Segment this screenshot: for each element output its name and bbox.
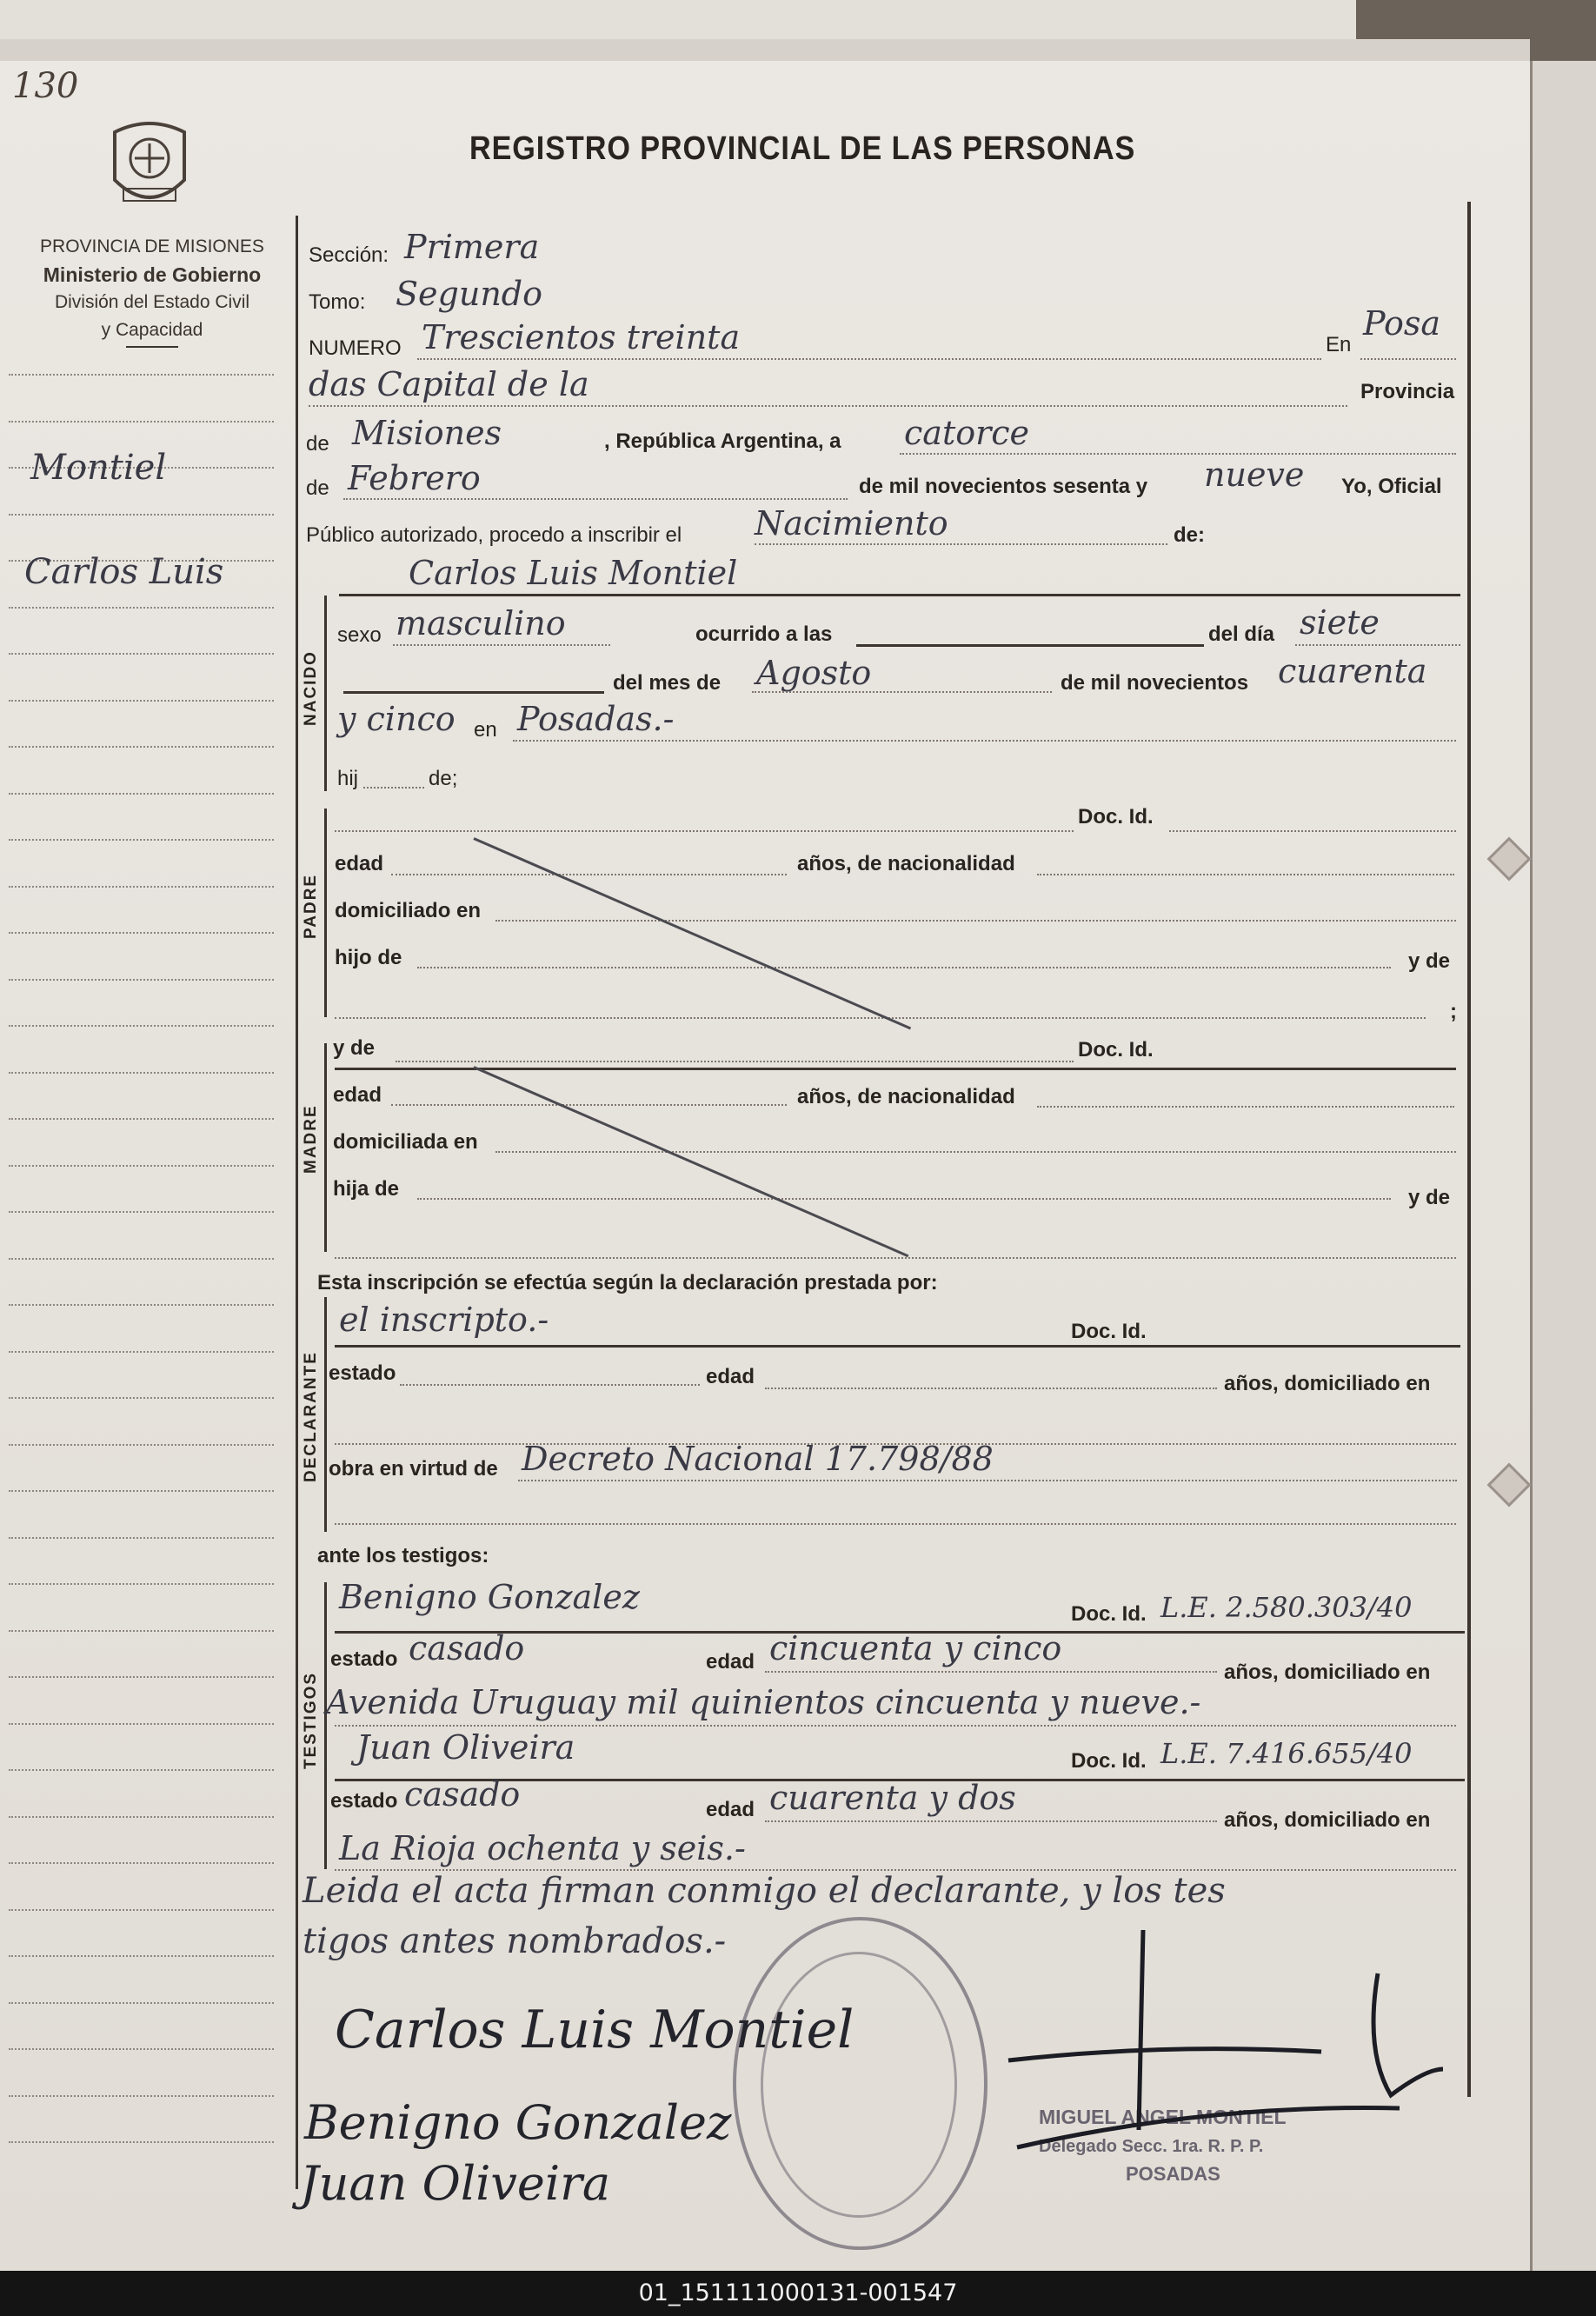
declarante-estado-line — [400, 1384, 700, 1386]
stub-rule — [9, 2002, 274, 2004]
nacido-rule — [324, 596, 327, 791]
stub-rule — [9, 1769, 274, 1771]
padre-edad-label: edad — [335, 852, 384, 875]
stub-rule — [9, 514, 274, 516]
stub-rule — [9, 1583, 274, 1585]
seccion-label: Sección: — [309, 243, 389, 267]
sexo-label: sexo — [337, 623, 382, 647]
de2-label: de — [306, 476, 329, 500]
hij-label: hij — [337, 767, 359, 790]
testigo1-doc: L.E. 2.580.303/40 — [1160, 1591, 1413, 1624]
padre-rule — [324, 809, 327, 1017]
testigo1-edad: cincuenta y cinco — [769, 1629, 1062, 1667]
padre-anos-label: años, de nacionalidad — [797, 852, 1015, 875]
testigo2-doc: L.E. 7.416.655/40 — [1160, 1737, 1413, 1770]
padre-nac-line — [1037, 874, 1454, 875]
testigo1-edad-line — [765, 1671, 1217, 1673]
acto-value: Nacimiento — [755, 504, 948, 542]
madre-edad-line — [391, 1104, 787, 1106]
padre-name-line — [335, 830, 1074, 832]
nombre-line — [339, 594, 1460, 596]
provincia-label: Provincia — [1360, 380, 1455, 403]
stub-rule — [9, 1909, 274, 1911]
stub-rule — [9, 1537, 274, 1539]
stub-rule — [9, 1490, 274, 1492]
anio-value: nueve — [1204, 456, 1305, 494]
anio-nac-cont: y cinco — [337, 700, 456, 738]
testigo1-doc-label: Doc. Id. — [1071, 1602, 1147, 1626]
padre-yde-label: y de — [1408, 949, 1451, 973]
stub-rule — [9, 700, 274, 702]
provincial-seal-icon — [102, 115, 197, 219]
numero-value: Trescientos treinta — [422, 318, 741, 356]
mes-nac-value: Agosto — [756, 654, 872, 692]
dia-nac-value: siete — [1300, 603, 1380, 642]
stub-rule — [9, 653, 274, 655]
padre-side-label: PADRE — [302, 873, 320, 939]
page-title: REGISTRO PROVINCIAL DE LAS PERSONAS — [469, 130, 1136, 167]
obra-label: obra en virtud de — [329, 1457, 498, 1481]
madre-doc-line — [335, 1068, 1456, 1070]
publico-label: Público autorizado, procedo a inscribir el — [306, 523, 682, 547]
dia-value: catorce — [904, 414, 1030, 452]
stub-surname: Montiel — [30, 448, 167, 488]
adjacent-page-edge — [1530, 61, 1596, 2271]
dia-line — [900, 453, 1456, 455]
stub-rule — [9, 1304, 274, 1306]
blank-line — [343, 691, 604, 694]
stub-given-names: Carlos Luis — [24, 552, 224, 592]
madre-doc-label: Doc. Id. — [1078, 1038, 1154, 1062]
madre-hija-line — [417, 1198, 1391, 1200]
de-label: de — [306, 432, 329, 456]
lugar-line — [513, 740, 1456, 742]
declarante-edad-line — [765, 1388, 1217, 1389]
padre-hijo-label: hijo de — [335, 946, 402, 969]
dia-nac-line — [1295, 644, 1460, 646]
testigo2-edad-label: edad — [706, 1798, 755, 1821]
stub-rule — [9, 839, 274, 841]
madre-dom-label: domiciliada en — [333, 1130, 478, 1154]
testigo2-estado-label: estado — [330, 1789, 398, 1813]
folio-number: 130 — [12, 66, 79, 106]
stub-rule — [9, 1816, 274, 1818]
stub-rule — [9, 1444, 274, 1446]
republica-label: , República Argentina, a — [604, 429, 841, 453]
de4-label: de; — [429, 767, 458, 790]
form-left-border — [296, 216, 298, 2189]
declarante-value: el inscripto.- — [339, 1301, 549, 1339]
declarante-doc-label: Doc. Id. — [1071, 1320, 1147, 1343]
testigo1-estado: casado — [409, 1629, 525, 1667]
yo-label: Yo, Oficial — [1341, 475, 1442, 498]
padre-doc-label: Doc. Id. — [1078, 805, 1154, 829]
city-line — [309, 405, 1347, 407]
stub-rule — [9, 1258, 274, 1260]
form-right-border — [1467, 202, 1471, 2097]
madre-edad-label: edad — [333, 1083, 382, 1107]
mes-line — [343, 498, 848, 500]
en2-label: en — [474, 718, 497, 742]
mes-value: Febrero — [348, 459, 481, 497]
closing-line-1: Leida el acta firman conmigo el declarante, y los tes — [303, 1871, 1226, 1911]
stub-rule — [9, 1955, 274, 1957]
testigo1-estado-label: estado — [330, 1647, 398, 1671]
stub-rule — [9, 1676, 274, 1678]
nacido-side-label: NACIDO — [302, 650, 320, 726]
stamp-line-1: MIGUEL ANGEL MONTIEL — [1039, 2106, 1287, 2128]
stub-rule — [9, 421, 274, 423]
stamp-line-3: POSADAS — [1126, 2163, 1220, 2185]
en-line — [1360, 358, 1456, 360]
mes-nac-line — [752, 691, 1052, 693]
stub-header-line: PROVINCIA DE MISIONES — [40, 236, 264, 256]
padre-doc-line — [1169, 830, 1456, 832]
obra-extra-line — [335, 1523, 1456, 1525]
mil2-label: de mil novecientos — [1061, 671, 1249, 695]
testigo2-anos-label: años, domiciliado en — [1224, 1808, 1431, 1832]
stub-rule — [9, 746, 274, 748]
madre-rule — [324, 1043, 327, 1252]
stub-rule — [9, 2095, 274, 2097]
madre-yde-label: y de — [333, 1036, 376, 1060]
signature-testigo-1: Benigno Gonzalez — [304, 2095, 732, 2150]
testigos-side-label: TESTIGOS — [302, 1671, 320, 1769]
testigo1-dom-line — [335, 1725, 1456, 1727]
testigo1-nombre: Benigno Gonzalez — [339, 1578, 640, 1616]
numero-label: NUMERO — [309, 336, 402, 360]
ocurrido-label: ocurrido a las — [695, 622, 833, 646]
del-dia-label: del día — [1208, 622, 1275, 646]
madre-dom-line — [495, 1151, 1456, 1153]
sexo-line — [393, 644, 610, 646]
stub-rule — [9, 1165, 274, 1167]
testigo2-edad: cuarenta y dos — [769, 1779, 1016, 1817]
lugar-nac-value: Posadas.- — [517, 700, 675, 738]
declarante-anos-label: años, domiciliado en — [1224, 1372, 1431, 1395]
stub-rule — [9, 932, 274, 934]
anio-nac-value: cuarenta — [1278, 652, 1427, 690]
previous-page-edge — [0, 0, 1356, 41]
stub-rule — [9, 1211, 274, 1213]
padre-dom-line — [495, 920, 1456, 922]
declarante-side-label: DECLARANTE — [302, 1351, 320, 1482]
madre-hija-label: hija de — [333, 1177, 400, 1201]
padre-extra-line — [335, 1017, 1426, 1019]
provincia-value: Misiones — [352, 414, 502, 452]
stub-rule — [9, 374, 274, 376]
madre-name-line — [396, 1061, 1074, 1062]
stub-rule — [9, 1072, 274, 1074]
city-continuation: das Capital de la — [309, 365, 589, 403]
testigo2-dom: La Rioja ochenta y seis.- — [339, 1829, 746, 1867]
testigo1-anos-label: años, domiciliado en — [1224, 1660, 1431, 1684]
stub-header-line: Ministerio de Gobierno — [43, 263, 262, 286]
officer-signature-icon — [991, 1921, 1443, 2200]
testigo1-dom: Avenida Uruguay mil quinientos cincuenta y nueve.- — [326, 1683, 1201, 1721]
official-stamp-inner — [761, 1952, 957, 2218]
padre-semicolon: ; — [1450, 1000, 1457, 1023]
declarante-edad-label: edad — [706, 1365, 755, 1388]
stamp-line-2: Delegado Secc. 1ra. R. P. P. — [1039, 2137, 1264, 2156]
acto-line — [755, 543, 1167, 545]
numero-line — [417, 358, 1321, 360]
obra-value: Decreto Nacional 17.798/88 — [522, 1440, 994, 1478]
stub-rule — [9, 1723, 274, 1725]
madre-extra-line — [335, 1257, 1456, 1259]
stub-rule — [9, 2048, 274, 2050]
stub-rule — [9, 2141, 274, 2143]
en-city-value: Posa — [1363, 304, 1441, 343]
declarante-estado-label: estado — [329, 1361, 396, 1385]
tomo-value: Segundo — [396, 275, 542, 313]
padre-dom-label: domiciliado en — [335, 899, 482, 922]
nombre-value: Carlos Luis Montiel — [409, 554, 738, 592]
padre-edad-line — [391, 874, 787, 875]
del-mes-label: del mes de — [613, 671, 722, 695]
stub-header-line: y Capacidad — [101, 320, 203, 340]
stub-ruled-lines — [9, 374, 274, 2182]
seccion-value: Primera — [404, 228, 540, 266]
stub-rule — [9, 1025, 274, 1027]
sexo-value: masculino — [396, 604, 566, 642]
obra-line — [518, 1480, 1457, 1481]
tomo-label: Tomo: — [309, 290, 366, 314]
stub-rule — [9, 886, 274, 888]
declarante-rule — [324, 1297, 327, 1532]
padre-hijo-line — [417, 967, 1391, 968]
hij-line — [363, 787, 424, 789]
hora-line — [856, 644, 1204, 647]
declaracion-label: Esta inscripción se efectúa según la declaración prestada por: — [317, 1271, 938, 1294]
stub-rule — [9, 1630, 274, 1632]
testigo2-doc-label: Doc. Id. — [1071, 1749, 1147, 1773]
testigo2-edad-line — [765, 1820, 1217, 1822]
signature-declarante: Carlos Luis Montiel — [335, 2000, 855, 2060]
stub-rule — [9, 1118, 274, 1120]
stub-rule — [9, 1351, 274, 1353]
stub-rule — [9, 1862, 274, 1864]
image-caption: 01_151111000131-001547 — [638, 2279, 958, 2306]
stub-header-line: División del Estado Civil — [54, 292, 250, 312]
testigo2-estado: casado — [404, 1775, 521, 1814]
stub-rule — [9, 607, 274, 609]
signature-testigo-2: Juan Oliveira — [300, 2156, 611, 2211]
stub-header — [9, 233, 296, 348]
stub-rule — [9, 793, 274, 795]
madre-side-label: MADRE — [302, 1104, 320, 1174]
stub-rule — [9, 979, 274, 981]
en-label: En — [1326, 333, 1352, 356]
closing-line-2: tigos antes nombrados.- — [303, 1921, 727, 1961]
ante-label: ante los testigos: — [317, 1544, 489, 1567]
madre-nac-line — [1037, 1106, 1454, 1108]
stub-divider — [126, 346, 178, 348]
declarante-name-line — [335, 1345, 1460, 1348]
testigo2-nombre: Juan Oliveira — [356, 1728, 575, 1767]
madre-yde2-label: y de — [1408, 1186, 1451, 1209]
madre-anos-label: años, de nacionalidad — [797, 1085, 1015, 1108]
stub-rule — [9, 1397, 274, 1399]
mil-label: de mil novecientos sesenta y — [859, 475, 1148, 498]
de3-label: de: — [1174, 523, 1205, 547]
testigo1-edad-label: edad — [706, 1650, 755, 1674]
testigos-rule — [324, 1582, 327, 1869]
